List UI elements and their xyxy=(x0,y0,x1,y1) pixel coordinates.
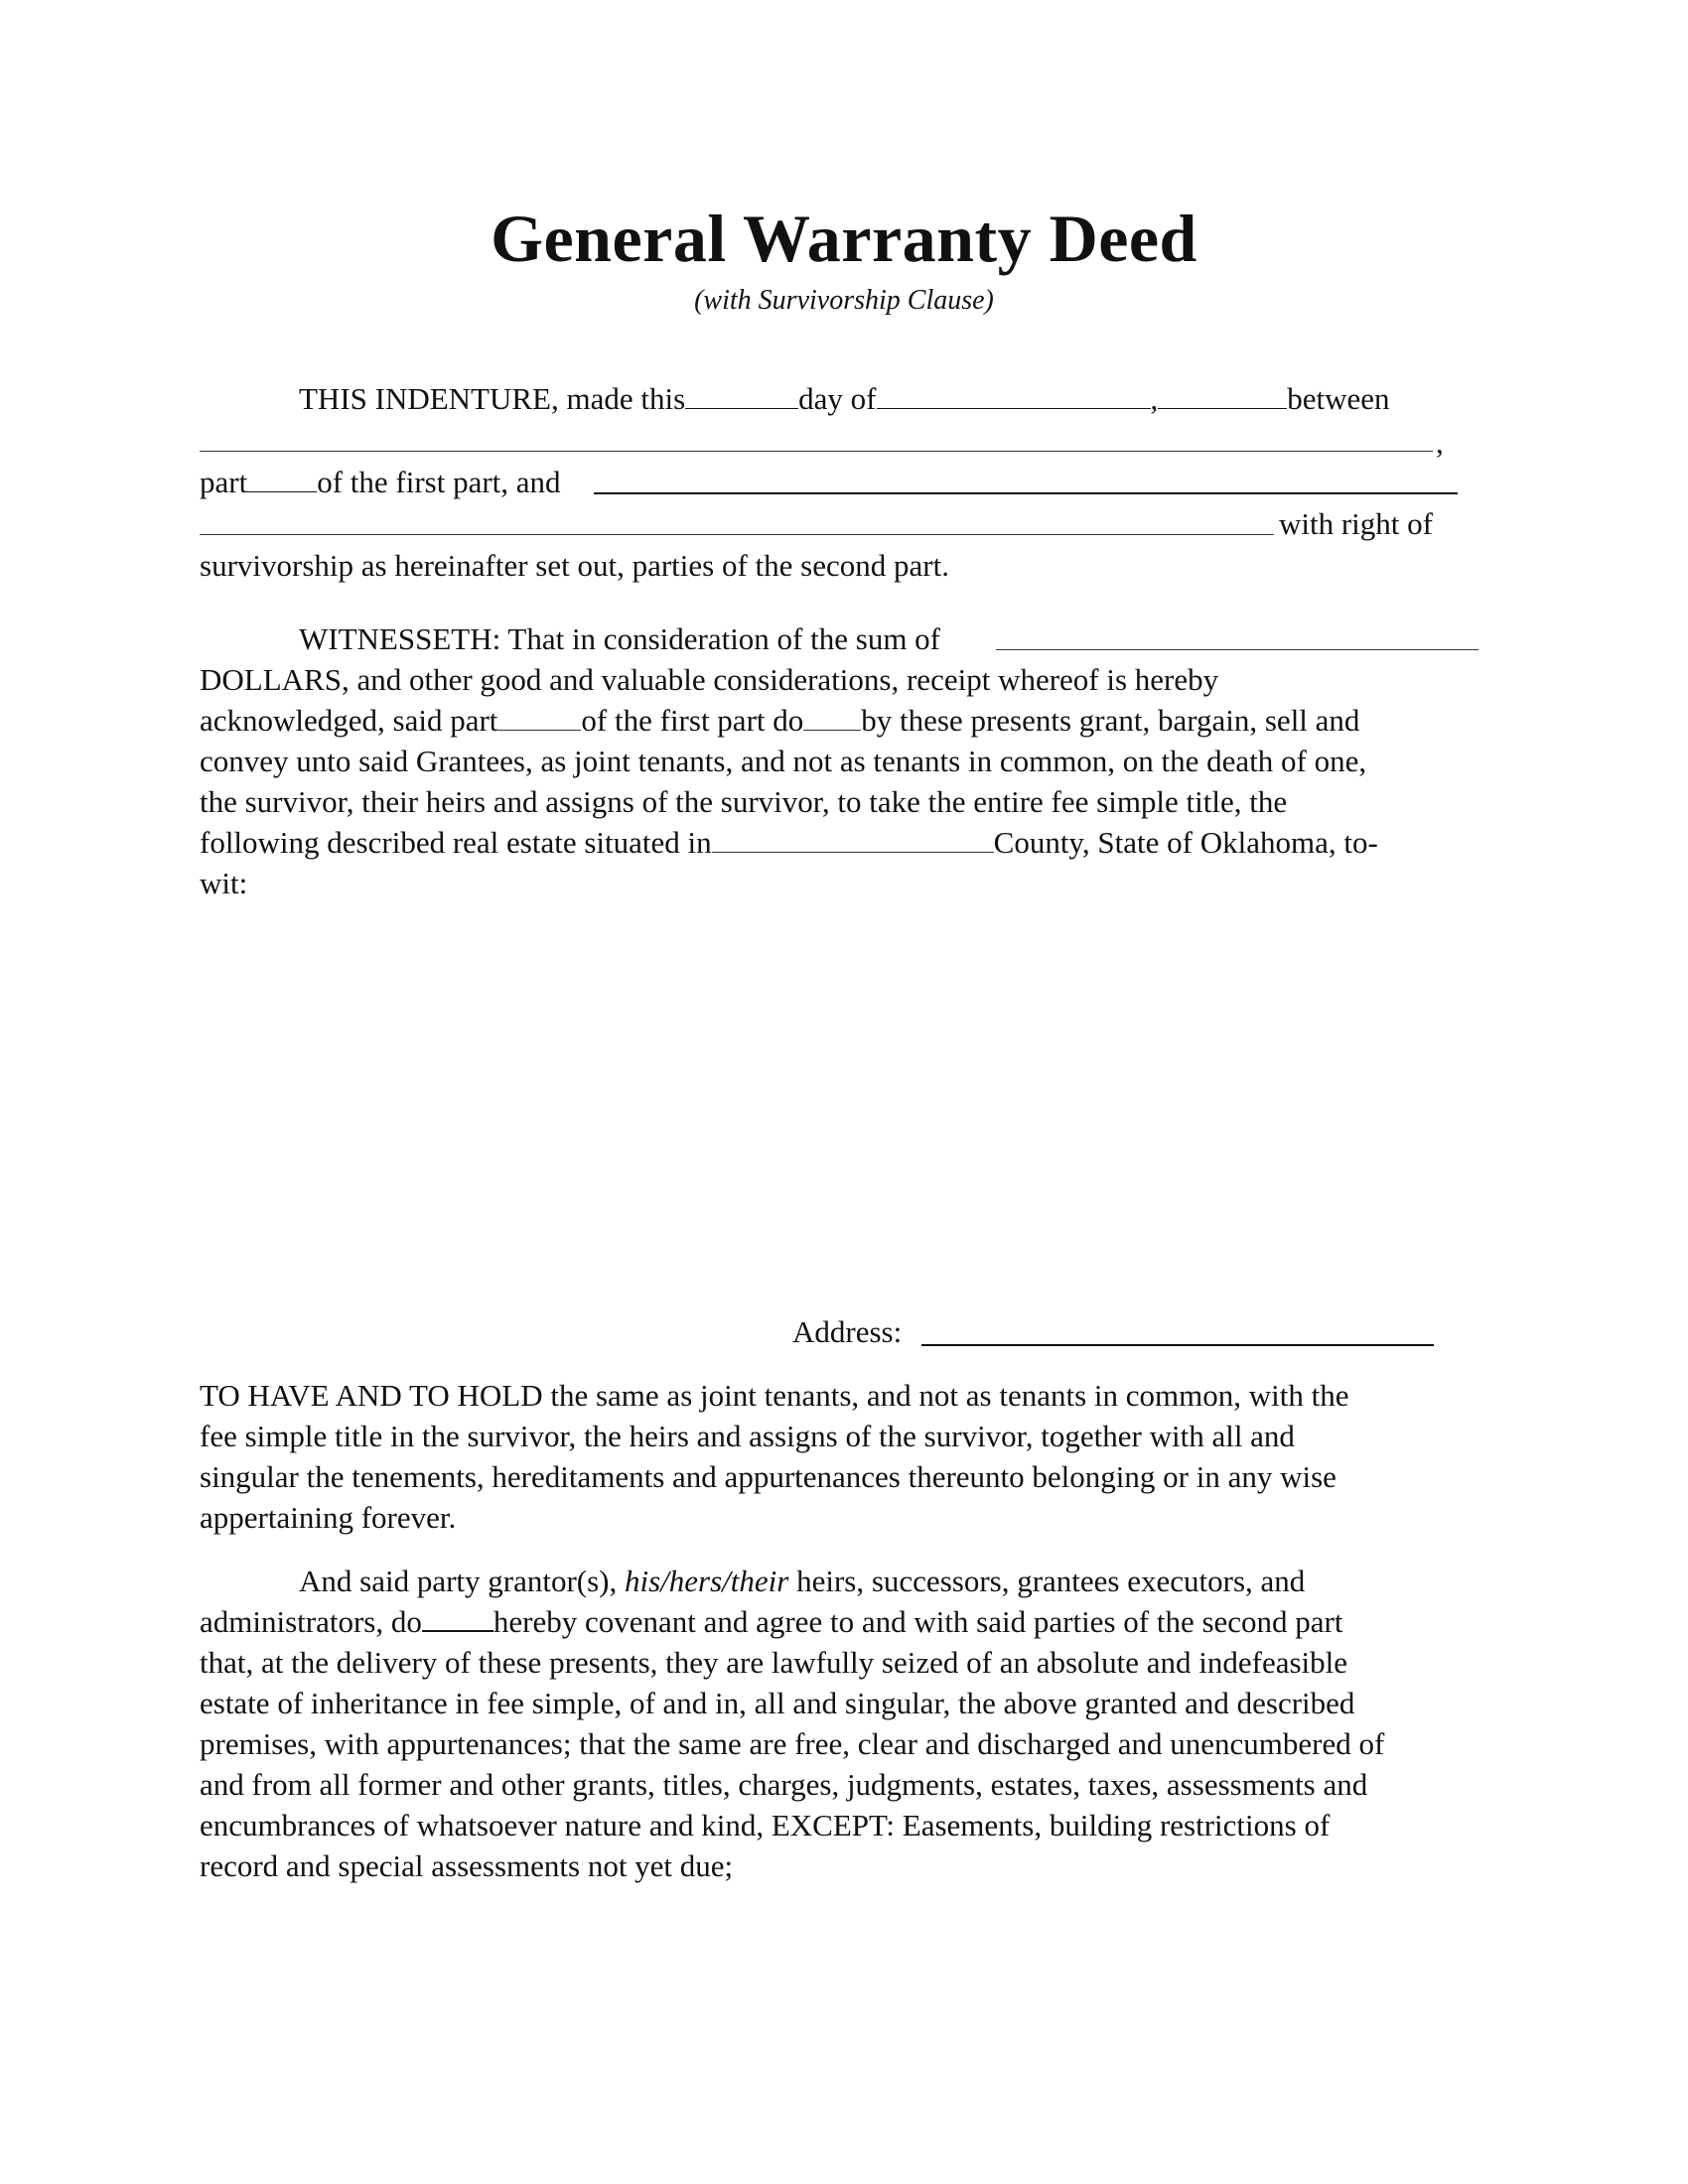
address-blank[interactable] xyxy=(921,1344,1434,1346)
grantor-name-blank[interactable] xyxy=(200,451,1433,452)
day-blank[interactable] xyxy=(685,382,798,409)
do-suffix-blank[interactable] xyxy=(803,704,861,731)
indenture-line-1: THIS INDENTURE, made this day of , between xyxy=(299,381,1390,416)
grantee-name-blank-2[interactable] xyxy=(200,534,1274,535)
consideration-amount-blank[interactable] xyxy=(996,649,1478,650)
year-blank[interactable] xyxy=(1158,382,1287,409)
document-subtitle: (with Survivorship Clause) xyxy=(694,285,994,316)
habendum-line-4: appertaining forever. xyxy=(200,1500,457,1535)
indenture-line-3: part of the first part, and xyxy=(200,465,561,499)
witnesseth-line-4: convey unto said Grantees, as joint tenants, and not as tenants in common, on the death of one, xyxy=(200,744,1367,778)
witnesseth-line-2: DOLLARS, and other good and valuable considerations, receipt whereof is hereby xyxy=(200,662,1219,697)
address-label: Address: xyxy=(792,1314,903,1349)
covenant-line-7: encumbrances of whatsoever nature and kind, EXCEPT: Easements, building restrictions of xyxy=(200,1808,1331,1843)
with-right-of: with right of xyxy=(1279,506,1433,541)
covenant-line-5: premises, with appurtenances; that the same are free, clear and discharged and unencumbered of xyxy=(200,1726,1385,1761)
habendum-line-2: fee simple title in the survivor, the heirs and assigns of the survivor, together with all and xyxy=(200,1419,1295,1453)
part-suffix-blank[interactable] xyxy=(247,466,317,492)
covenant-line-1: And said party grantor(s), his/hers/their heirs, successors, grantees executors, and xyxy=(299,1564,1306,1598)
covenant-line-8: record and special assessments not yet due; xyxy=(200,1848,734,1883)
part-suffix-blank-2[interactable] xyxy=(497,704,581,731)
covenant-line-3: that, at the delivery of these presents, they are lawfully seized of an absolute and indefeasible xyxy=(200,1645,1348,1680)
document-title: General Warranty Deed xyxy=(491,201,1197,276)
witnesseth-line-7: wit: xyxy=(200,866,248,900)
covenant-line-2: administrators, do hereby covenant and agree to and with said parties of the second part xyxy=(200,1604,1343,1639)
legal-description-area[interactable] xyxy=(200,913,1471,1291)
witnesseth-line-3: acknowledged, said part of the first part do by these presents grant, bargain, sell and xyxy=(200,703,1360,738)
covenant-line-6: and from all former and other grants, titles, charges, judgments, estates, taxes, assessments and xyxy=(200,1767,1368,1802)
covenant-line-4: estate of inheritance in fee simple, of and in, all and singular, the above granted and described xyxy=(200,1686,1355,1720)
habendum-line-3: singular the tenements, hereditaments and appurtenances thereunto belonging or in any wise xyxy=(200,1459,1336,1494)
do-suffix-blank-2[interactable] xyxy=(422,1604,493,1632)
witnesseth-line-1: WITNESSETH: That in consideration of the sum of xyxy=(299,621,941,656)
grantor-line-comma: , xyxy=(1436,425,1444,460)
county-blank[interactable] xyxy=(712,826,994,853)
witnesseth-line-5: the survivor, their heirs and assigns of the survivor, to take the entire fee simple title, the xyxy=(200,784,1288,819)
grantee-name-blank[interactable] xyxy=(594,492,1458,494)
witnesseth-line-6: following described real estate situated in County, State of Oklahoma, to- xyxy=(200,825,1378,860)
habendum-line-1: TO HAVE AND TO HOLD the same as joint tenants, and not as tenants in common, with the xyxy=(200,1378,1349,1413)
survivorship-line: survivorship as hereinafter set out, parties of the second part. xyxy=(200,548,949,583)
month-blank[interactable] xyxy=(877,382,1151,409)
